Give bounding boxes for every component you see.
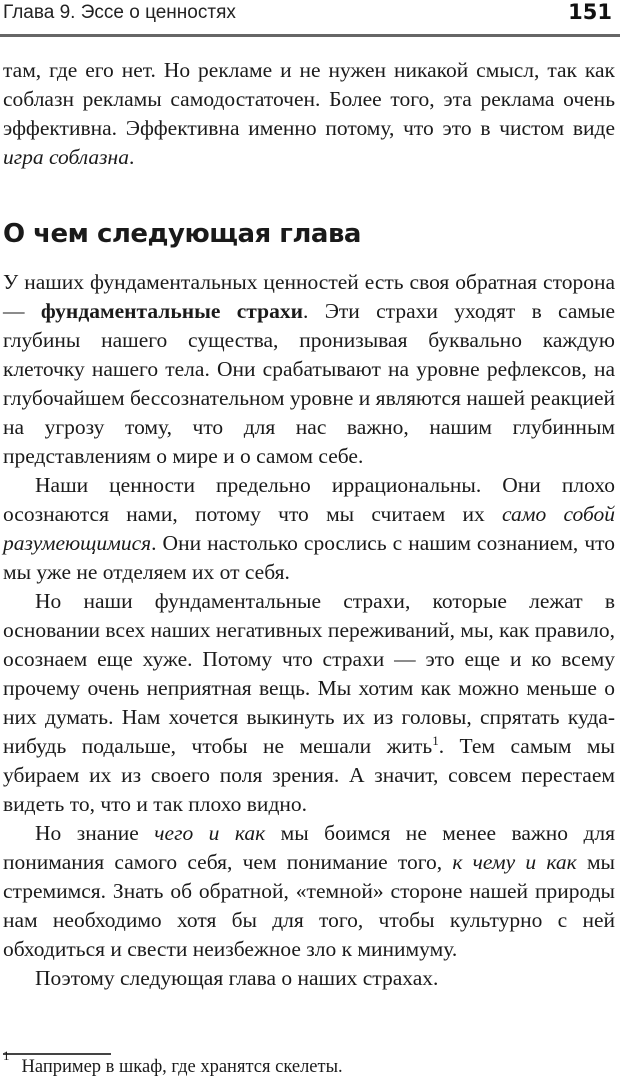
p4-text-a: Но наши фундаментальные страхи, которые лежат в основании всех наших негативных переживаний, мы, как правило, осознаем еще хуже. Потому что страхи — это еще и ко всему прочему очень неприятная вещь. Мы хотим как можно меньше о них думать. Нам хочется выкинуть их из головы, спрятать куда-нибудь подальше, чтобы не мешали жить	[3, 589, 615, 758]
footnote-rule	[3, 1053, 111, 1055]
paragraph-1	[3, 56, 615, 172]
p5-text-b: мы боимся не менее важно для понимания самого себя, чем понимание того,	[3, 821, 616, 874]
p2-bold: фундаментальные страхи	[40, 299, 303, 323]
page-body	[3, 56, 615, 993]
paragraph-6: Поэтому следующая глава о наших страхах.	[35, 966, 439, 990]
page-number: 151	[568, 0, 612, 24]
running-head	[0, 0, 620, 32]
p5-text-a: Но знание	[35, 821, 139, 845]
chapter-title: Глава 9. Эссе о ценностях	[3, 2, 236, 23]
p3-text-b: . Они настолько срослись с нашим сознанием, что мы уже не отделяем их от себя.	[3, 531, 615, 584]
p2-text-a: У наших фундаментальных ценностей есть своя обратная сторона —	[3, 270, 615, 323]
p1-end: .	[128, 145, 135, 169]
paragraph-4	[3, 587, 615, 819]
footnote	[3, 1048, 343, 1078]
section-heading: О чем следующая глава	[3, 219, 361, 249]
header-rule	[0, 34, 620, 37]
p2-text-b: . Эти страхи уходят в самые глубины нашего существа, пронизывая буквально каждую клеточку нашего тела. Они срабатывают на уровне рефлексов, на глубочайшем бессознательном уровне и являются нашей реакцией на угрозу тому, что для нас важно, нашим глубинным представлениям о мире и о самом себе.	[3, 299, 615, 468]
p3-italic: само собой разумеющимися	[3, 502, 615, 555]
p5-text-c: мы стремимся. Знать об обратной, «темной» стороне нашей природы нам необходимо хотя бы для того, чтобы культурно с ней обходиться и свести неизбежное зло к минимуму.	[3, 850, 616, 961]
p1-italic: игра соблазна	[3, 145, 129, 169]
p5-italic-2: к чему и как	[452, 850, 577, 874]
paragraph-2	[3, 268, 615, 471]
footnote-text: Например в шкаф, где хранятся скелеты.	[21, 1057, 343, 1077]
paragraph-3	[3, 471, 615, 587]
p3-text-a: Наши ценности предельно иррациональны. Они плохо осознаются нами, потому что мы считаем их	[3, 473, 615, 526]
p4-text-b: . Тем самым мы убираем их из своего поля зрения. А значит, совсем перестаем видеть то, что и так плохо видно.	[3, 734, 615, 816]
p5-italic-1: чего и как	[154, 821, 266, 845]
paragraph-5	[3, 819, 615, 964]
p1-text: там, где его нет. Но рекламе и не нужен никакой смысл, так как соблазн рекламы самодостаточен. Более того, эта реклама очень эффективна. Эффективна именно потому, что это в чистом виде	[3, 58, 615, 140]
footnote-reference: 1	[432, 732, 439, 748]
footnote-marker: 1	[3, 1048, 10, 1063]
